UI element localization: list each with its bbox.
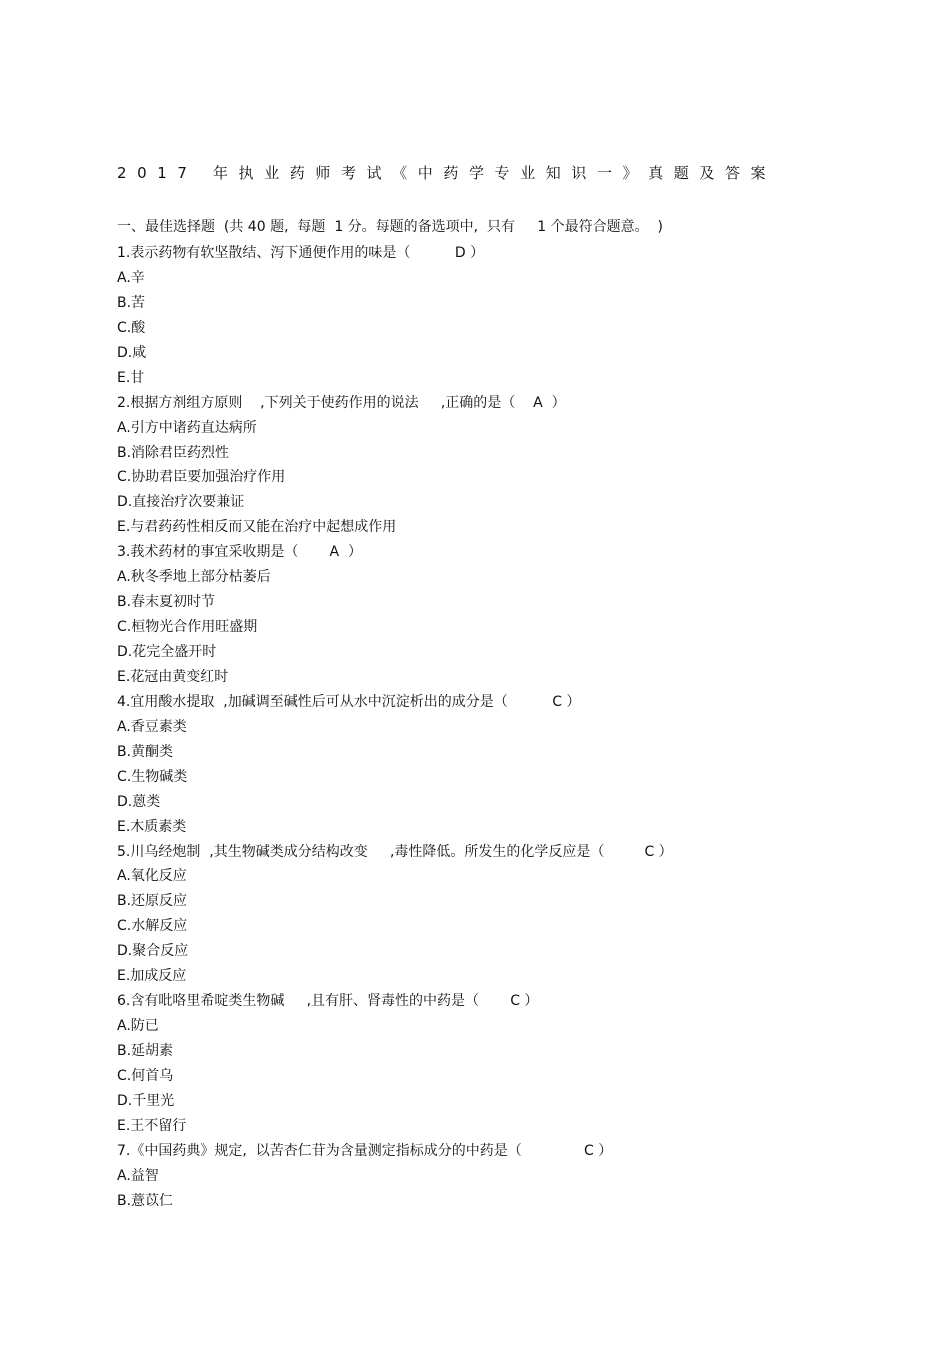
question-stem: 2.根据方剂组方原则 ,下列关于使药作用的说法 ,正确的是（ A ）	[117, 394, 566, 411]
option-e: E.与君药药性相反而又能在治疗中起想成作用	[117, 519, 397, 536]
option-d: D.直接治疗次要兼证	[117, 494, 245, 511]
option-e: E.王不留行	[117, 1117, 187, 1134]
option-e: E.木质素类	[117, 818, 187, 835]
section-header: 一、最佳选择题 (共 40 题, 每题 1 分。每题的备选项中, 只有 1 个最符合题意。 )	[117, 219, 664, 235]
option-a: A.辛	[117, 269, 145, 286]
option-d: D.花完全盛开时	[117, 644, 217, 660]
question-block	[117, 391, 837, 541]
option-c: C.桓物光合作用旺盛期	[117, 619, 258, 636]
question-stem: 5.川乌经炮制 ,其生物碱类成分结构改变 ,毒性降低。所发生的化学反应是（ C ）	[117, 843, 673, 860]
option-a: A.秋冬季地上部分枯萎后	[117, 569, 271, 586]
question-block	[117, 540, 837, 690]
option-c: C.生物碱类	[117, 768, 188, 785]
option-d: D.聚合反应	[117, 943, 189, 960]
question-block	[117, 690, 837, 840]
option-b: B.苦	[117, 294, 146, 311]
option-c: C.协助君臣要加强治疗作用	[117, 469, 286, 486]
option-b: B.延胡素	[117, 1043, 174, 1059]
option-d: D.咸	[117, 344, 147, 361]
question-stem: 4.宜用酸水提取 ,加碱调至碱性后可从水中沉淀析出的成分是（ C ）	[117, 693, 581, 710]
question-stem: 6.含有吡咯里希啶类生物碱 ,且有肝、肾毒性的中药是（ C ）	[117, 993, 539, 1010]
question-block	[117, 840, 837, 990]
option-a: A.氧化反应	[117, 868, 187, 885]
question-list	[117, 241, 837, 1214]
option-e: E.甘	[117, 369, 145, 386]
option-b: B.消除君臣药烈性	[117, 444, 230, 461]
option-d: D.千里光	[117, 1092, 175, 1109]
question-stem: 1.表示药物有软坚散结、泻下通便作用的味是（ D ）	[117, 245, 485, 261]
question-block	[117, 241, 837, 391]
question-block	[117, 1139, 837, 1214]
option-e: E.花冠由黄变红时	[117, 668, 229, 685]
option-a: A.香豆素类	[117, 718, 187, 735]
option-a: A.益智	[117, 1167, 159, 1184]
option-b: B.薏苡仁	[117, 1192, 174, 1209]
option-e: E.加成反应	[117, 968, 187, 985]
question-stem: 3.莪术药材的事宜采收期是（ A ）	[117, 544, 362, 561]
option-c: C.水解反应	[117, 918, 188, 935]
option-a: A.引方中诸药直达病所	[117, 419, 257, 436]
question-block	[117, 989, 837, 1139]
option-d: D.蒽类	[117, 793, 161, 810]
question-stem: 7.《中国药典》规定, 以苦杏仁苷为含量测定指标成分的中药是（ C ）	[117, 1142, 613, 1159]
option-c: C.何首乌	[117, 1067, 174, 1084]
option-c: C.酸	[117, 319, 146, 336]
option-b: B.还原反应	[117, 893, 188, 910]
option-b: B.黄酮类	[117, 743, 174, 760]
document-title: 2017 年执业药师考试《中药学专业知识一》真题及答案	[117, 164, 777, 182]
option-a: A.防已	[117, 1018, 159, 1035]
option-b: B.春末夏初时节	[117, 594, 216, 611]
